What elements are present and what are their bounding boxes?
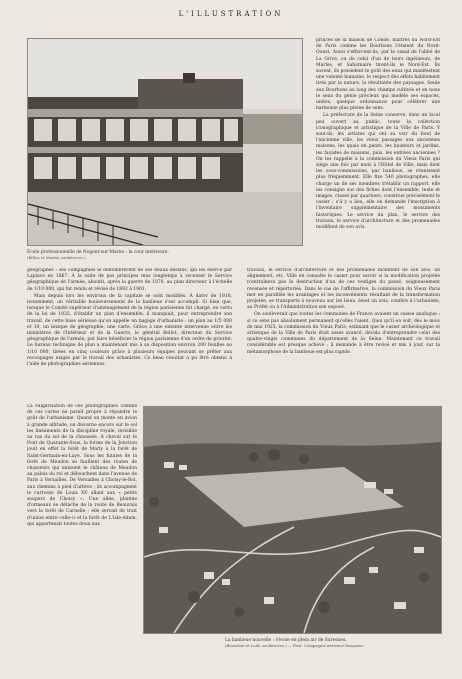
masthead: L'ILLUSTRATION bbox=[178, 10, 284, 18]
school-caption-title: École professionnelle de Nogent-sur-Marne : la cour intérieure. bbox=[27, 250, 169, 255]
text-column-left-bottom bbox=[27, 404, 137, 670]
aerial-town-illustration bbox=[144, 407, 441, 633]
paragraph: Mais depuis lors les environs de la capitale se sont modifiés. À dater de 1918, notamment, un véritable bouleversement de la banlieue s'est accompli. Si bien que, lorsque le Comité supérieur d'aménagement de la région parisienne fut chargé, en vertu de la loi de 1932, d'établir un plan d'ensemble, il manquait, pour entreprendre son travail, de cette base sérieuse qu'on appelle un bagage d'urbaniste : un plan au 1/5 000 et 10, un lexique de géographie, une carte. Grâce à une entente intervenue entre les ministères de l'Intérieur et de la Guerre, le général Bellot, directeur du Service géographique de l'armée, put faire bénéficier la région parisienne d'un ordre de priorité. Le bureau technique de plan a maintenant mis à sa disposition environ 200 feuilles au 1/10 000, tirées en cinq couleurs grâce à plusieurs équipes pouvant se prêter aux recoupages exigés par le travail des urbanistes. Ce beau résultat a pu être obtenu à l'aide de photographies aériennes. bbox=[27, 293, 232, 368]
paragraph: travaux, le service d'architecture et des promenades modifient de son avis, un alignement, etc. Ville en consulte le casier pour savoir si la modification projetée n'entraînera pas la destruction d'un de ces vestiges du passé, soigneusement recensés et répertoriés. Dans le cas de l'affirmative, la commission du Vieux Paris met en parallèle les avantages et les inconvénients résultant de la transformation projetée, se transporte à nouveau sur les lieux, émet un avis, confère à l'urbaniste, au Préfet ou à l'Administration son exposé. bbox=[247, 268, 440, 311]
school-building-illustration bbox=[28, 39, 302, 245]
text-column-right-top bbox=[316, 38, 440, 254]
aerial-caption-title: La banlieue nouvelle : l'école en plein air de Suresnes. bbox=[225, 638, 347, 643]
school-photo bbox=[27, 38, 303, 246]
text-column-left-mid bbox=[27, 268, 232, 402]
school-photo-caption bbox=[27, 250, 187, 260]
aerial-photo-caption bbox=[225, 638, 440, 648]
paragraph: La préfecture de la Seine conserve, dans un local peu ouvert au public, toute la collection iconographique et artistique de la Ville de Paris. Y sont-ils, les artistes qui ont su voir du fond de l'ancienne ville, les vieux passages aux anciennes maisons, les quais en pente, les hauteurs et jardins, les façades de maisons, puis, les entrées anciennes ? On les rappelle à la commission du Vieux Paris qui siège une fois par mois à l'Hôtel de Ville, mais dont les sous-commissions, par banlieue, se réunissent plus fréquemment. Elle fixe 540 photographes, elle charge un de ses membres d'établir un rapport, elle les consigne sur des fiches dont l'ensemble, texte et images, classé par quartiers, constitue précisément le casier ; s'il y a lieu, elle en demande l'inscription à l'inventaire supplémentaire des monuments historiques. Le service du plan, le service des travaux, le service d'architecture et des promenades modifient de son avis. bbox=[316, 113, 440, 231]
paragraph: géographes : ses compagnies le dénombrèrent de ses beaux dessins, qui les exerce par Laplace en 1867. À la suite de pas principes mus longtemps à recenser le Service géographique de l'armée, aboutit, après la guerre de 1870, au plan directeur à l'échelle de 1/10 000, qui fut rendu et révisé de 1892 à 1901. bbox=[27, 268, 232, 292]
aerial-caption-credit: (Beaudoin et Lods, architectes.) — Phot. Compagnie aérienne française. bbox=[225, 643, 365, 649]
paragraph: On soulèverait que toutes les communes de France avaient un caisse analogue ; si ce sens pas absolument permanent qu'elles l'aient. Quoi qu'il en soit, dès le mois de mai 1925, la commission du Vieux Paris, estimant que le casier archéologique et artistique de la Ville de Paris était assez avancé, décida d'entreprendre celui des quatre-vingts communes du département de la Seine. Maintenant ce travail considérable est presque achevé ; il demande à être revisé et mis à jour, sur la métamorphose de la banlieue est plus rapide. bbox=[247, 312, 440, 355]
school-caption-credit: (Billon et Martin, architectes.) bbox=[27, 255, 86, 261]
paragraph: La vulgarisation de ces photographies comme de ces cartes ne paraît propre à répandre le goût de l'urbanisme. Quand on monte en avion à grande altitude, on discerne encore sur le sol les linéaments de la discipline royale, invisible au ras du sol de la chaussée. À cheval sur le Pont de Quarante-Sous, la forme de la Jonction jouit en effet la forêt de Marly à la forêt de Saint-Germain-en-Laye. Sous les futaies de la forêt de Meudon se faufilent des routes de chasseurs qui unissent le château de Meudon au palais du roi et débouchent dans l'avenue de Paris à Versailles. De Versailles à Choisy-le-Roi, aux chemins à pied d'arbres ; ils accompagnent le carrosse de Louis XV allant aux « petits soupers de Choisy ». Une allée, plantée d'ormeaux se détache de la route de Beauvais vers la forêt de Carnelle ; elle servait de trait d'union entre celle-ci et la forêt de L'Isle-Adam, qui appartenait toutes deux aux bbox=[27, 404, 137, 527]
aerial-photo bbox=[143, 406, 442, 634]
paragraph: princes de la maison de Condé, maîtres du Nord-Est de Paris comme les Bourbons l'étaient du Nord-Ouest. Aussi s'efforcent-ils, par le canal de l'abbé de La Grive, ou de celui d'un de leurs ingénieurs, de Marles, et Sabatnaire tirent-ils le Nord-Est. Ils savent, ils possèdent le goût des eaux qui manifestent une volonté humaine, le respect des effets habilement tirés par la nature, la résultante des paysages. Seule aux Bourbons au long des champs cultivés et en nous le sens du génie précieux qui modèle ses espaces, unités, quelque ordonnance pour célébrer une harmonie plus pleine de sens. bbox=[316, 38, 440, 112]
text-column-right-mid bbox=[247, 268, 440, 402]
